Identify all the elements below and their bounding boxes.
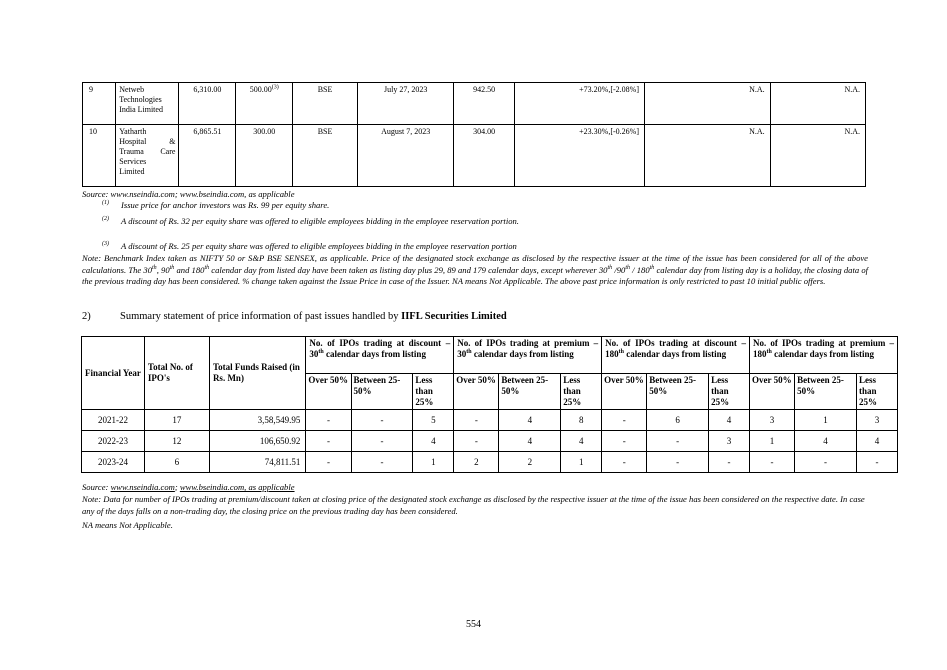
note-sup: th <box>204 264 210 271</box>
note-text: , 90 <box>156 264 170 275</box>
footnote-marker: (3) <box>271 84 279 91</box>
page-number: 554 <box>466 619 481 630</box>
source-link-nse[interactable]: www.nseindia.com <box>110 482 175 492</box>
header-premium-180 <box>750 337 898 374</box>
header-discount-180 <box>602 337 750 374</box>
value-cell: 4 <box>561 431 602 452</box>
issuer-name-line: Services <box>119 157 147 166</box>
value-cell: - <box>647 452 709 473</box>
subheader-between-25-50: Between 25-50% <box>351 374 413 410</box>
footnote-marker: (1) <box>102 200 109 207</box>
header-sup: th <box>466 349 472 355</box>
subheader-less-25: Less than 25% <box>561 374 602 410</box>
issuer-name-line: Hospital <box>119 137 147 146</box>
note-sup: th <box>152 264 157 271</box>
subheader-between-25-50: Between 25-50% <box>499 374 561 410</box>
exchange-cell: BSE <box>293 83 358 125</box>
issuer-name-line: Limited <box>119 167 145 176</box>
header-premium-30 <box>454 337 602 374</box>
subheader-over-50: Over 50% <box>750 374 795 410</box>
issue-size-cell: 6,865.51 <box>179 125 236 187</box>
issuer-name-cell <box>116 125 179 187</box>
section-title-bold: IIFL Securities Limited <box>401 311 507 322</box>
table-row <box>83 83 866 125</box>
value-cell: 4 <box>709 410 750 431</box>
value-cell: 1 <box>413 452 454 473</box>
note-sup: th <box>169 264 175 271</box>
source-line <box>82 482 868 494</box>
value-cell: - <box>750 452 795 473</box>
ipos-cell: 12 <box>144 431 209 452</box>
footnote-text: A discount of Rs. 32 per equity share was offered to eligible employees bidding in the employee reservation portion. <box>121 216 519 226</box>
issuer-name-line: Trauma <box>119 147 144 156</box>
table-row <box>82 410 898 431</box>
ipos-cell: 6 <box>144 452 209 473</box>
ipos-cell: 17 <box>144 410 209 431</box>
footnote-3 <box>102 241 517 251</box>
note-text: /90 <box>612 264 626 275</box>
change-90-cell: N.A. <box>645 83 771 125</box>
footnote-1 <box>102 200 330 210</box>
header-financial-year: Financial Year <box>82 337 145 410</box>
value-cell: 1 <box>795 410 857 431</box>
header-text: No. of IPOs trading at discount – 30 <box>309 338 451 359</box>
year-cell: 2021-22 <box>82 410 145 431</box>
table-row <box>83 125 866 187</box>
value-cell: - <box>602 410 647 431</box>
sno-cell: 9 <box>83 83 116 125</box>
note-text: calendar day from listed day have been taken as listing day plus 29, 89 and 179 calendar days, except wherever 30 <box>209 264 608 275</box>
value-cell: - <box>856 452 897 473</box>
value-cell: - <box>795 452 857 473</box>
issue-price-cell: 300.00 <box>236 125 293 187</box>
header-total-ipos: Total No. of IPO's <box>144 337 209 410</box>
funds-cell: 3,58,549.95 <box>209 410 305 431</box>
subheader-over-50: Over 50% <box>306 374 351 410</box>
section-title <box>120 311 507 322</box>
header-sup: th <box>766 349 772 355</box>
issuer-name-line: Yatharth <box>119 127 147 136</box>
exchange-cell: BSE <box>293 125 358 187</box>
issue-price-value: 500.00 <box>249 85 272 94</box>
value-cell: 4 <box>795 431 857 452</box>
issuer-name-cell: Netweb Technologies India Limited <box>116 83 179 125</box>
issuer-name-line: & <box>169 137 176 146</box>
value-cell: 3 <box>750 410 795 431</box>
value-cell: - <box>351 410 413 431</box>
listing-date-cell: August 7, 2023 <box>357 125 454 187</box>
sno-cell: 10 <box>83 125 116 187</box>
section-number: 2) <box>82 311 91 322</box>
value-cell: - <box>454 431 499 452</box>
note-text: Note: Benchmark Index taken as NIFTY 50 or S&P BSE SENSEX, as applicable. Price of the designated stock exchange as disclosed by the respective issuer at the time of the issue has been considered for all of the above calculations. The 30 <box>82 253 868 275</box>
header-discount-30 <box>306 337 454 374</box>
note-sup: th <box>607 264 613 271</box>
note-text: and 180 <box>174 264 205 275</box>
value-cell: - <box>602 431 647 452</box>
section-title-text: Summary statement of price information of past issues handled by <box>120 311 402 322</box>
header-text: calendar days from listing <box>471 349 574 359</box>
header-sup: th <box>618 349 624 355</box>
table-header-row <box>82 337 898 374</box>
subheader-over-50: Over 50% <box>602 374 647 410</box>
funds-cell: 74,811.51 <box>209 452 305 473</box>
subheader-between-25-50: Between 25-50% <box>795 374 857 410</box>
footnote-marker: (2) <box>102 216 109 223</box>
footnote-text: Issue price for anchor investors was Rs. 99 per equity share. <box>121 200 330 210</box>
issuer-name-line-row <box>119 147 175 157</box>
note-sup: th <box>649 264 655 271</box>
issuer-name-line-row <box>119 137 175 147</box>
value-cell: 4 <box>856 431 897 452</box>
value-cell: 6 <box>647 410 709 431</box>
value-cell: 3 <box>856 410 897 431</box>
source-prefix: Source: <box>82 482 111 492</box>
value-cell: - <box>647 431 709 452</box>
year-cell: 2023-24 <box>82 452 145 473</box>
footnote-2 <box>102 216 519 226</box>
value-cell: - <box>454 410 499 431</box>
note-text: / 180 <box>630 264 650 275</box>
source-line: Source: www.nseindia.com; www.bseindia.com, as applicable <box>82 189 295 199</box>
summary-table <box>81 336 898 473</box>
value-cell: - <box>709 452 750 473</box>
header-text: calendar days from listing <box>323 349 426 359</box>
subheader-less-25: Less than 25% <box>709 374 750 410</box>
header-text: calendar days from listing <box>623 349 727 359</box>
source-link-bse[interactable]: www.bseindia.com, as applicable <box>179 482 295 492</box>
value-cell: - <box>602 452 647 473</box>
issue-price-cell <box>236 83 293 125</box>
value-cell: 4 <box>413 431 454 452</box>
header-text: No. of IPOs trading at premium – 30 <box>457 338 599 359</box>
value-cell: 1 <box>561 452 602 473</box>
change-90-cell: N.A. <box>645 125 771 187</box>
source-separator: ; <box>174 482 180 492</box>
header-sup: th <box>318 349 324 355</box>
value-cell: 2 <box>499 452 561 473</box>
table-row <box>82 431 898 452</box>
year-cell: 2022-23 <box>82 431 145 452</box>
funds-cell: 106,650.92 <box>209 431 305 452</box>
issuer-name-line: Care <box>160 147 176 156</box>
subheader-between-25-50: Between 25-50% <box>647 374 709 410</box>
subheader-less-25: Less than 25% <box>413 374 454 410</box>
opening-price-cell: 942.50 <box>454 83 514 125</box>
listing-date-cell: July 27, 2023 <box>357 83 454 125</box>
value-cell: - <box>351 452 413 473</box>
value-cell: 1 <box>750 431 795 452</box>
footnote-marker: (3) <box>102 241 109 248</box>
value-cell: 5 <box>413 410 454 431</box>
change-180-cell: N.A. <box>770 125 865 187</box>
header-text: No. of IPOs trading at premium – 180 <box>753 338 894 359</box>
header-text: No. of IPOs trading at discount – 180 <box>605 338 746 359</box>
change-30-cell: +23.30%,[-0.26%] <box>514 125 644 187</box>
value-cell: 4 <box>499 431 561 452</box>
past-issues-table <box>82 82 866 187</box>
benchmark-note <box>82 253 868 288</box>
value-cell: 4 <box>499 410 561 431</box>
na-note: NA means Not Applicable. <box>82 520 173 530</box>
issue-size-cell: 6,310.00 <box>179 83 236 125</box>
subheader-over-50: Over 50% <box>454 374 499 410</box>
header-total-funds: Total Funds Raised (in Rs. Mn) <box>209 337 305 410</box>
value-cell: - <box>351 431 413 452</box>
note-sup: th <box>625 264 630 271</box>
table-row <box>82 452 898 473</box>
value-cell: 2 <box>454 452 499 473</box>
value-cell: - <box>306 452 351 473</box>
value-cell: 8 <box>561 410 602 431</box>
change-30-cell: +73.20%,[-2.08%] <box>514 83 644 125</box>
change-180-cell: N.A. <box>770 83 865 125</box>
note-text: calendar day from listing day is a holiday, the closing data of the previous trading day has been considered. % change taken against the Issue Price in case of the Issuer. NA means Not Applicable. The above past price information is only restricted to past 10 initial public offers. <box>82 264 869 286</box>
data-note: Note: Data for number of IPOs trading at premium/discount taken at closing price of the designated stock exchange as disclosed by the respective issuer at the time of the issue has been considered on the respective date. In case any of the days falls on a non-trading day, the closing price on the previous trading day has been considered. <box>82 494 865 516</box>
value-cell: 3 <box>709 431 750 452</box>
footnote-text: A discount of Rs. 25 per equity share was offered to eligible employees bidding in the employee reservation portion <box>121 241 517 251</box>
header-text: calendar days from listing <box>771 349 875 359</box>
value-cell: - <box>306 410 351 431</box>
value-cell: - <box>306 431 351 452</box>
opening-price-cell: 304.00 <box>454 125 514 187</box>
subheader-less-25: Less than 25% <box>856 374 897 410</box>
